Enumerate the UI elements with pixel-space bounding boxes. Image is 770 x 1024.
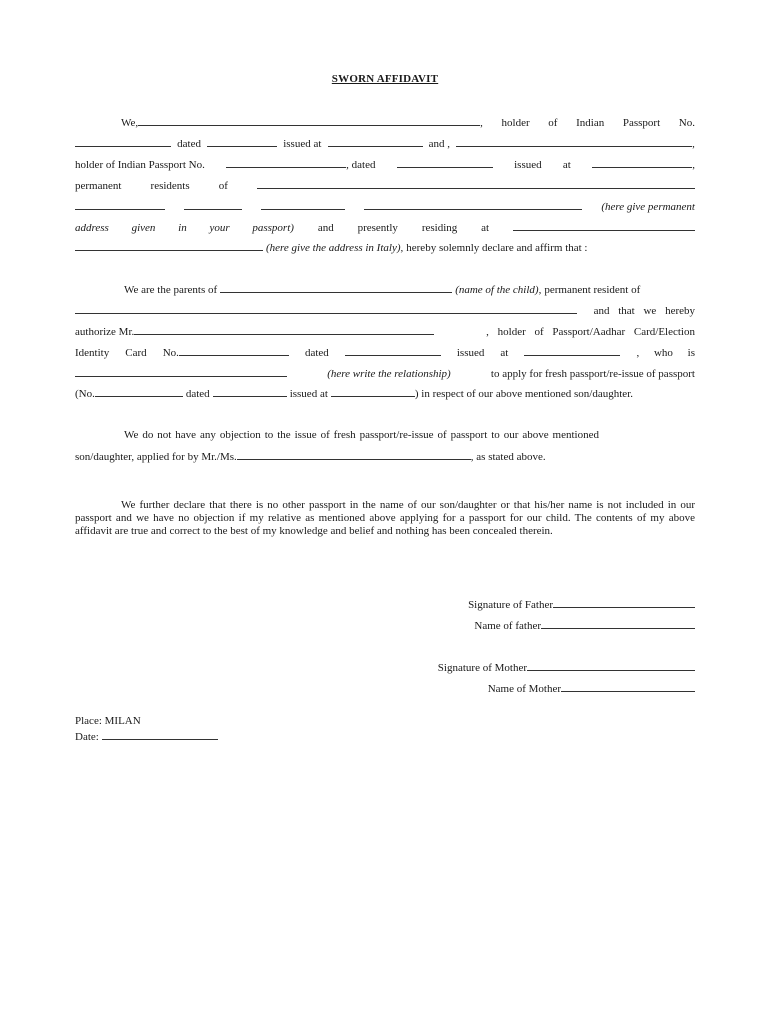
p2-line-2: and that we hereby [75, 303, 695, 317]
p1-line-4: permanent residents of [75, 178, 695, 192]
address-blank-b[interactable] [184, 199, 242, 210]
p1-line-6: address given in your passport) and presently residing at [75, 220, 695, 234]
fresh-date-blank[interactable] [213, 386, 287, 397]
p2-line-4: Identity Card No. dated issued at , who is [75, 347, 695, 359]
p1-line-2: dated issued at and , , [75, 136, 695, 150]
child-name-blank[interactable] [220, 282, 452, 293]
issued-place-blank[interactable] [328, 136, 423, 147]
date-2-blank[interactable] [397, 157, 493, 168]
name-mother-blank[interactable] [561, 681, 695, 692]
passport-no-blank[interactable] [75, 136, 171, 147]
p3-line-1: We do not have any objection to the issue of fresh passport/re-issue of passport to our above mentioned [124, 429, 599, 441]
p1-line-7: (here give the address in Italy), hereby solemnly declare and affirm that : [75, 240, 695, 254]
permanent-address-blank[interactable] [257, 178, 695, 189]
passport-no-2-blank[interactable] [226, 157, 346, 168]
p2-line-6: (No. dated issued at ) in respect of our above mentioned son/daughter. [75, 388, 633, 400]
address-blank-c[interactable] [261, 199, 345, 210]
p1-line-5: (here give permanent [75, 199, 695, 213]
p3-line-2: son/daughter, applied for by Mr./Ms. , as stated above. [75, 451, 546, 463]
signature-mother: Signature of Mother [438, 660, 695, 674]
name-father-blank[interactable] [541, 618, 695, 629]
name-father: Name of father [474, 618, 695, 632]
document-title: SWORN AFFIDAVIT [331, 73, 439, 85]
fresh-issued-blank[interactable] [331, 386, 415, 397]
italy-address-blank-2[interactable] [75, 240, 263, 251]
name-mother: Name of Mother [488, 681, 695, 695]
date-blank[interactable] [207, 136, 277, 147]
id-date-blank[interactable] [345, 345, 441, 356]
sig-mother-blank[interactable] [527, 660, 695, 671]
p1-line-3: holder of Indian Passport No. , dated issued at , [75, 159, 695, 171]
authorized-person-blank[interactable] [134, 324, 434, 335]
second-name-blank[interactable] [456, 136, 692, 147]
id-issued-blank[interactable] [524, 345, 620, 356]
p1-line-1: We, , holder of Indian Passport No. [121, 117, 695, 129]
issued-place-2-blank[interactable] [592, 157, 692, 168]
sig-father-blank[interactable] [553, 597, 695, 608]
p2-line-3: authorize Mr. , holder of Passport/Aadhar Card/Election [75, 326, 695, 338]
place-line: Place: MILAN [75, 715, 141, 727]
applicant-blank[interactable] [237, 449, 471, 460]
p2-line-5: (here write the relationship) to apply for fresh passport/re-issue of passport [75, 366, 695, 380]
address-blank-d[interactable] [364, 199, 582, 210]
id-no-blank[interactable] [179, 345, 289, 356]
names-blank[interactable] [138, 115, 480, 126]
p2-line-1: We are the parents of (name of the child), permanent resident of [124, 284, 641, 296]
address-blank-a[interactable] [75, 199, 165, 210]
fresh-no-blank[interactable] [95, 386, 183, 397]
date-line: Date: [75, 729, 218, 743]
relationship-blank[interactable] [75, 366, 287, 377]
p4-declaration: We further declare that there is no other passport in the name of our son/daughter or that his/her name is not included in our passport and we have no objection if my relative as mentioned above applying for a passport for our child. The contents of my above affidavit are true and correct to the best of my knowledge and belief and nothing has been concealed therein. [75, 499, 695, 537]
date-blank-footer[interactable] [102, 729, 218, 740]
signature-father: Signature of Father [468, 597, 695, 611]
italy-address-blank[interactable] [513, 220, 695, 231]
child-residence-blank[interactable] [75, 303, 577, 314]
